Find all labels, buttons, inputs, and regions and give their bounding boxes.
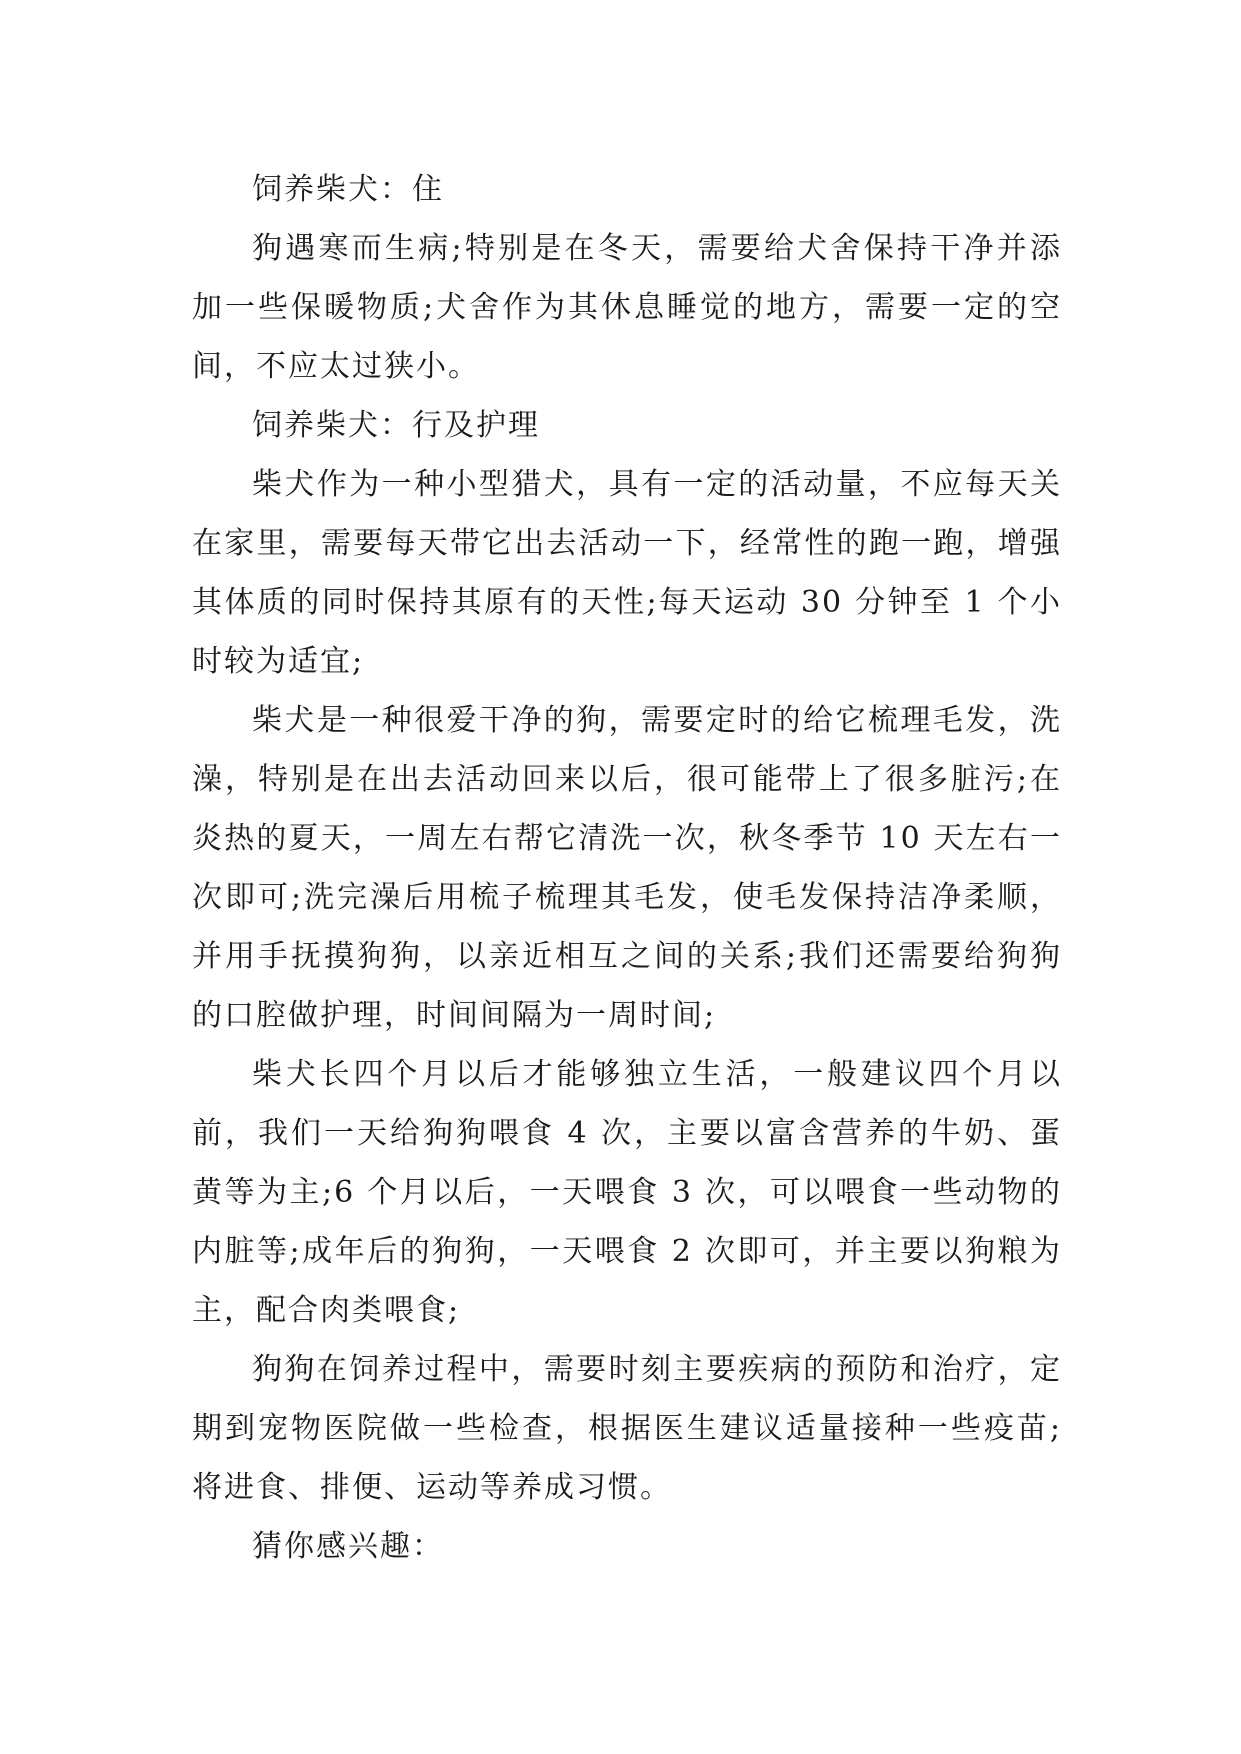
document-body	[192, 160, 1062, 1576]
section-heading-activity-care: 饲养柴犬：行及护理	[252, 408, 540, 443]
paragraph-housing: 狗遇寒而生病;特别是在冬天，需要给犬舍保持干净并添加一些保暖物质;犬舍作为其休息睡觉的地方，需要一定的空间，不应太过狭小。	[192, 231, 1062, 384]
paragraph-grooming: 柴犬是一种很爱干净的狗，需要定时的给它梳理毛发，洗澡，特别是在出去活动回来以后，很可能带上了很多脏污;在炎热的夏天，一周左右帮它清洗一次，秋冬季节 10 天左右一次即可;洗完澡后用梳子梳理其毛发，使毛发保持洁净柔顺，并用手抚摸狗狗，以亲近相互之间的关系;我们还需要给狗狗的口腔做护理，时间间隔为一周时间;	[192, 703, 1062, 1033]
paragraph-feeding: 柴犬长四个月以后才能够独立生活，一般建议四个月以前，我们一天给狗狗喂食 4 次，主要以富含营养的牛奶、蛋黄等为主;6 个月以后，一天喂食 3 次，可以喂食一些动物的内脏等;成年后的狗狗，一天喂食 2 次即可，并主要以狗粮为主，配合肉类喂食;	[192, 1057, 1062, 1328]
section-heading-housing: 饲养柴犬：住	[252, 172, 444, 207]
paragraph-exercise: 柴犬作为一种小型猎犬，具有一定的活动量，不应每天关在家里，需要每天带它出去活动一下，经常性的跑一跑，增强其体质的同时保持其原有的天性;每天运动 30 分钟至 1 个小时较为适宜;	[192, 467, 1062, 679]
paragraph-health: 狗狗在饲养过程中，需要时刻主要疾病的预防和治疗，定期到宠物医院做一些检查，根据医生建议适量接种一些疫苗;将进食、排便、运动等养成习惯。	[192, 1352, 1062, 1505]
related-interest-heading: 猜你感兴趣：	[252, 1529, 444, 1564]
